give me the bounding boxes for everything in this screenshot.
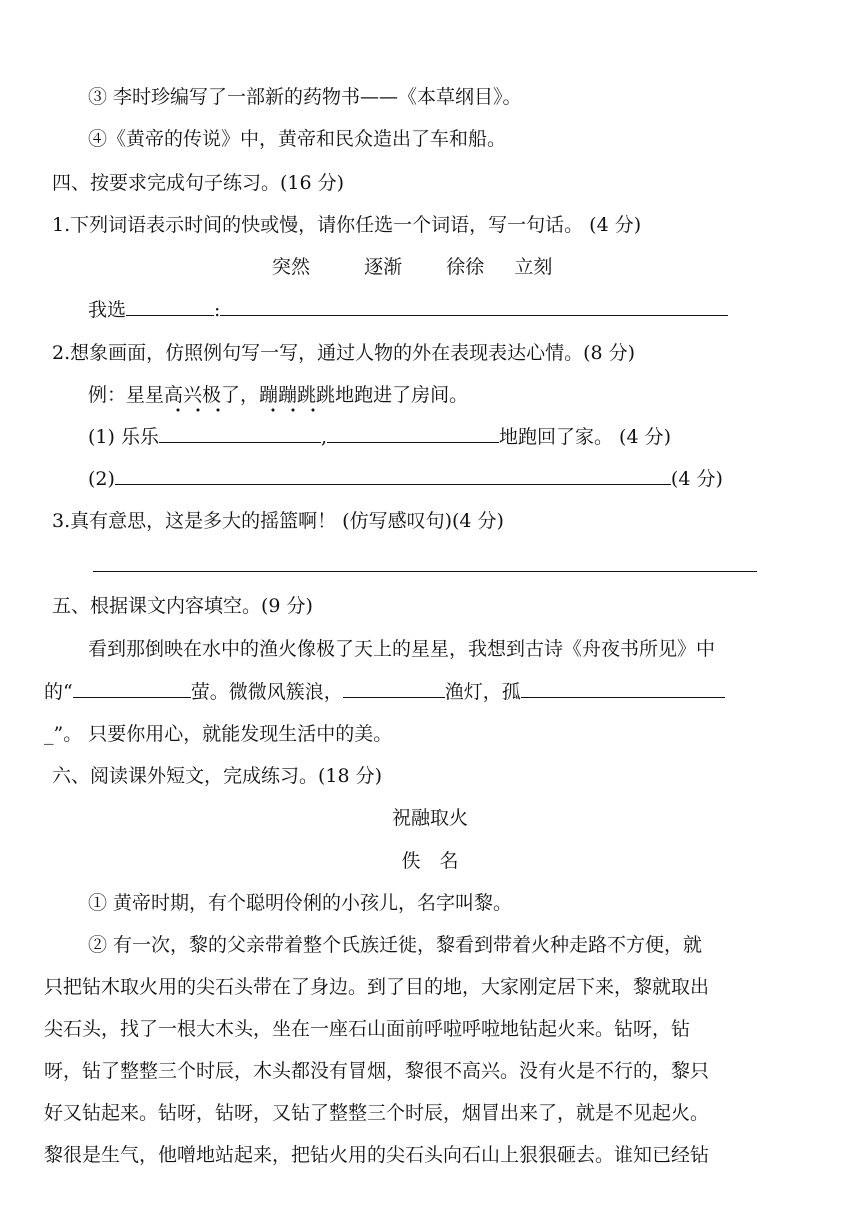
passage-line: 呀，钻了整整三个时辰，木头都没有冒烟，黎很不高兴。没有火是不行的，黎只 (44, 1060, 710, 1082)
question-3-text: 3.真有意思，这是多大的摇篮啊！ (仿写感叹句)(4 分) (52, 510, 504, 532)
chosen-word-blank[interactable] (126, 297, 214, 316)
word-choice: 立刻 (514, 256, 553, 278)
passage-line: 好又钻起来。钻呀，钻呀，又钻了整整三个时辰，烟冒出来了，就是不见起火。 (44, 1102, 710, 1124)
poem-blank-2[interactable] (343, 679, 445, 698)
passage-author: 佚 名 (401, 850, 459, 872)
section-4-heading: 四、按要求完成句子练习。(16 分) (52, 172, 345, 194)
poem-closing-line: _”。 只要你用心，就能发现生活中的美。 (44, 723, 393, 745)
answer-line[interactable] (93, 571, 757, 572)
answer-blank[interactable] (327, 424, 499, 443)
choose-label: 我选 (88, 299, 127, 321)
answer-blank[interactable] (115, 466, 671, 485)
passage-title: 祝融取火 (391, 807, 468, 829)
question-2-item-2: (2) (4 分) (88, 468, 723, 490)
passage-line: ② 有一次，黎的父亲带着整个氏族迁徙，黎看到带着火种走路不方便，就 (88, 934, 703, 956)
passage-line: 尖石头，找了一根大木头，坐在一座石山面前呼啦呼啦地钻起火来。钻呀，钻 (44, 1018, 691, 1040)
sentence-blank[interactable] (220, 297, 728, 316)
dotted-phrase: 蹦蹦跳跳 (259, 384, 336, 406)
colon: : (214, 299, 221, 321)
question-2-item-1: (1) 乐乐 , 地跑回了家。 (4 分) (88, 426, 672, 448)
question-1-text: 1.下列词语表示时间的快或慢，请你任选一个词语，写一句话。 (4 分) (52, 214, 642, 236)
answer-blank[interactable] (159, 424, 321, 443)
passage-line: ① 黄帝时期，有个聪明伶俐的小孩儿，名字叫黎。 (88, 892, 513, 914)
poem-fill-line: 的“ 萤。微微风簇浪， 渔灯，孤 (44, 679, 725, 705)
dotted-phrase: 高兴极了 (164, 384, 241, 406)
example-sentence: 例：星星高兴极了，蹦蹦跳跳地跑进了房间。 (88, 384, 469, 406)
word-choice: 逐渐 (364, 256, 403, 278)
statement-item-4: ④《黄帝的传说》中，黄帝和民众造出了车和船。 (88, 128, 507, 150)
word-choices (272, 254, 552, 280)
statement-item-3: ③ 李时珍编写了一部新的药物书——《本草纲目》。 (88, 86, 522, 108)
poem-blank-3[interactable] (521, 679, 725, 698)
poem-intro-line: 看到那倒映在水中的渔火像极了天上的星星，我想到古诗《舟夜书所见》中 (88, 638, 716, 660)
passage-line: 只把钻木取火用的尖石头带在了身边。到了目的地，大家刚定居下来，黎就取出 (44, 976, 710, 998)
passage-line: 黎很是生气，他噌地站起来，把钻火用的尖石头向石山上狠狠砸去。谁知已经钻 (44, 1144, 710, 1166)
choose-line (88, 297, 728, 323)
question-2-text: 2.想象画面，仿照例句写一写，通过人物的外在表现表达心情。(8 分) (52, 342, 636, 364)
section-6-heading: 六、阅读课外短文，完成练习。(18 分) (52, 765, 383, 787)
word-choice: 徐徐 (446, 256, 485, 278)
word-choice: 突然 (272, 256, 311, 278)
section-5-heading: 五、根据课文内容填空。(9 分) (52, 595, 313, 617)
poem-blank-1[interactable] (73, 679, 191, 698)
